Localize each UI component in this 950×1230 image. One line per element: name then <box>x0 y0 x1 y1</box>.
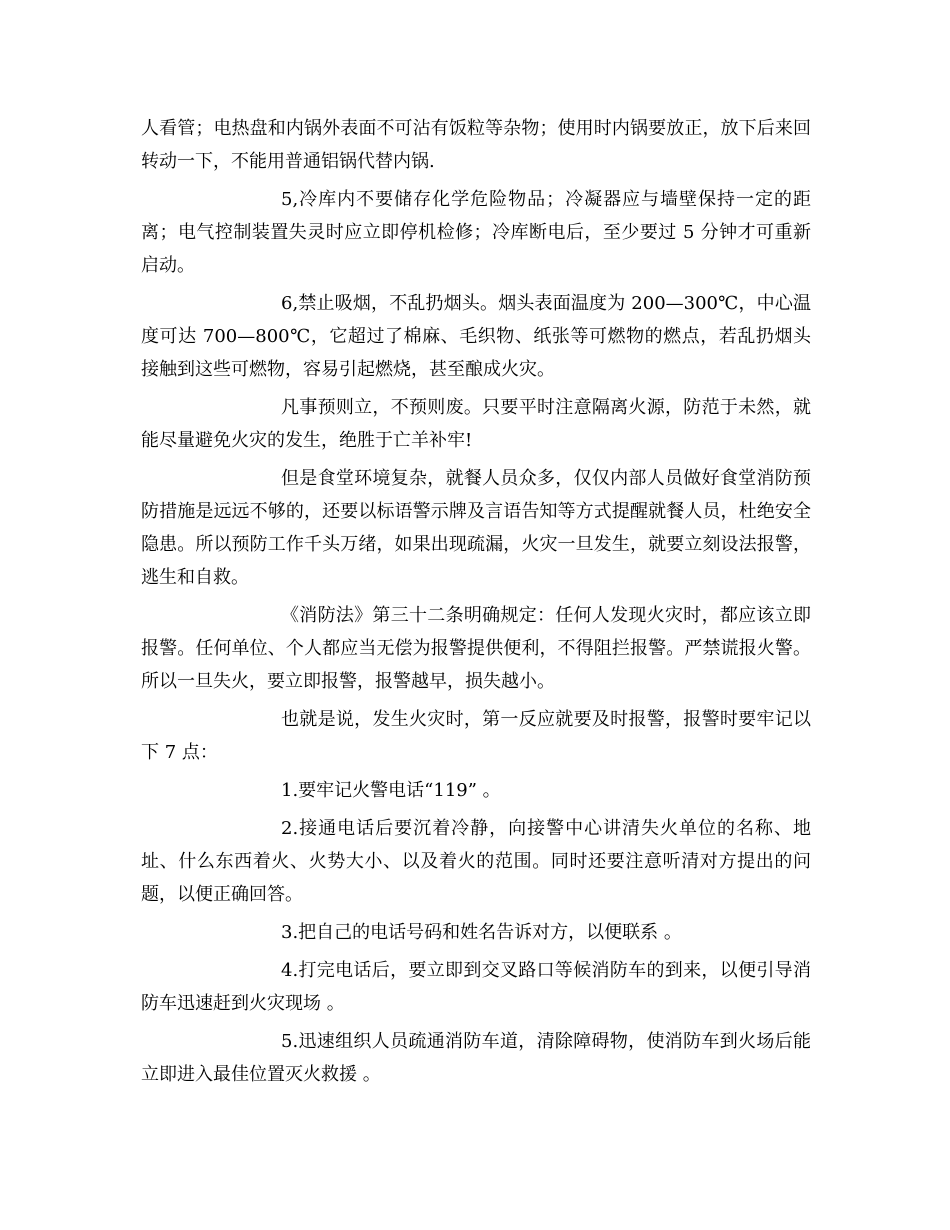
alarm-step-1: 1.要牢记火警电话“119” 。 <box>281 780 501 801</box>
alarm-step-4: 4.打完电话后，要立即到交叉路口等候消防车的到来，以便引导消防车迅速赶到火灾现场 。 <box>141 960 811 1014</box>
alarm-step-3: 3.把自己的电话号码和姓名告诉对方，以便联系 。 <box>281 922 682 943</box>
paragraph-item-6-no-smoking: 6,禁止吸烟，不乱扔烟头。烟头表面温度为 200—300℃，中心温度可达 700—800℃，它超过了棉麻、毛织物、纸张等可燃物的燃点，若乱扔烟头接触到这些可燃物，容易引起燃烧，甚至酿成火灾。 <box>141 293 811 380</box>
alarm-step-5: 5.迅速组织人员疏通消防车道，清除障碍物，使消防车到火场后能立即进入最佳位置灭火救援 。 <box>141 1031 811 1085</box>
paragraph-fire-law: 《消防法》第三十二条明确规定：任何人发现火灾时，都应该立即报警。任何单位、个人都应当无偿为报警提供便利，不得阻拦报警。严禁谎报火警。所以一旦失火，要立即报警，报警越早，损失越小。 <box>141 605 811 692</box>
document-body <box>141 112 811 1096</box>
paragraph-prevention: 凡事预则立，不预则废。只要平时注意隔离火源，防范于未然，就能尽量避免火灾的发生，绝胜于亡羊补牢! <box>141 397 811 451</box>
paragraph-continuation: 人看管；电热盘和内锅外表面不可沾有饭粒等杂物；使用时内锅要放正，放下后来回转动一下，不能用普通铝锅代替内锅. <box>141 118 811 172</box>
alarm-step-2: 2.接通电话后要沉着冷静，向接警中心讲清失火单位的名称、地址、什么东西着火、火势大小、以及着火的范围。同时还要注意听清对方提出的问题，以便正确回答。 <box>141 818 811 905</box>
paragraph-alarm-intro: 也就是说，发生火灾时，第一反应就要及时报警，报警时要牢记以下 7 点： <box>141 709 811 763</box>
paragraph-canteen-environment: 但是食堂环境复杂，就餐人员众多，仅仅内部人员做好食堂消防预防措施是远远不够的，还要以标语警示牌及言语告知等方式提醒就餐人员，杜绝安全隐患。所以预防工作千头万绪，如果出现疏漏，火灾一旦发生，就要立刻设法报警，逃生和自救。 <box>141 468 811 588</box>
paragraph-item-5-cold-storage: 5,冷库内不要储存化学危险物品；冷凝器应与墙壁保持一定的距离；电气控制装置失灵时应立即停机检修；冷库断电后，至少要过 5 分钟才可重新启动。 <box>141 189 811 276</box>
